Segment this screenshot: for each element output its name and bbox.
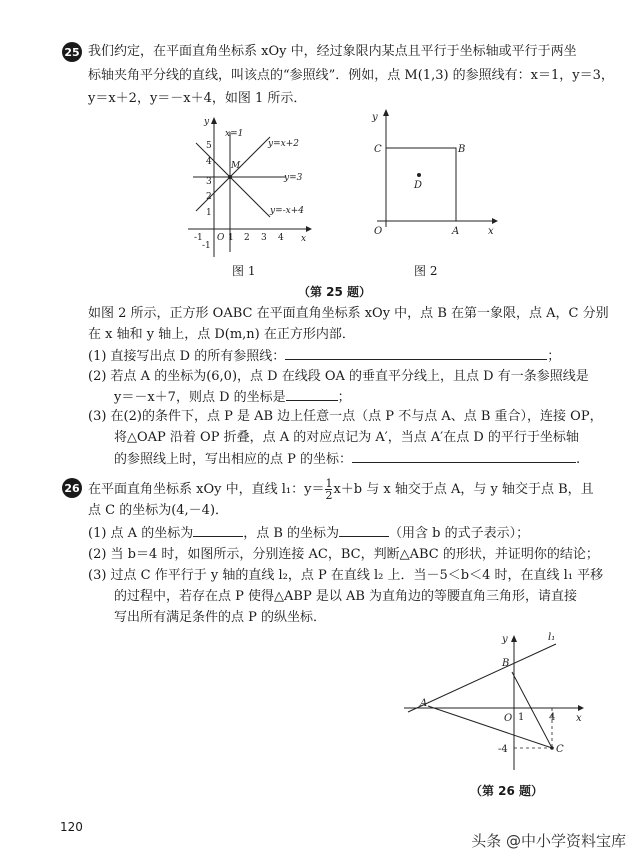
fig1-xtick-2: 2 bbox=[244, 233, 250, 243]
fig2-x-arrow bbox=[492, 218, 498, 224]
q25-sub-3c bbox=[114, 450, 580, 469]
fig2-x-label: x bbox=[488, 226, 494, 237]
figure-2 bbox=[362, 102, 502, 252]
q25-sub3c-text: 的参照线上时，写出相应的点 P 的坐标： bbox=[114, 452, 353, 467]
q26-sub1-blank-B[interactable] bbox=[339, 524, 389, 537]
fig1-ytick-neg1: -1 bbox=[202, 241, 211, 251]
q26-sub1c: （用含 b 的式子表示）； bbox=[389, 526, 530, 541]
fig1-xtick-3: 3 bbox=[261, 233, 267, 243]
fig2-O-label: O bbox=[374, 226, 383, 237]
figure-q26 bbox=[400, 628, 590, 778]
q26-tick-4: 4 bbox=[549, 712, 556, 723]
fig1-xtick-1: 1 bbox=[228, 233, 234, 243]
q25-sub1-blank[interactable] bbox=[285, 347, 547, 360]
fig1-xtick-neg1: -1 bbox=[194, 233, 203, 243]
q25-sub2b-text: y＝－x＋7，则点 D 的坐标是 bbox=[114, 390, 286, 405]
q26-point-C bbox=[550, 746, 554, 750]
fig2-point-D bbox=[417, 173, 421, 177]
fig2-D-label: D bbox=[414, 180, 423, 191]
fig1-y-label: y bbox=[204, 117, 210, 127]
fig1-ytick-3: 3 bbox=[206, 177, 212, 187]
question-25-badge: 25 bbox=[62, 42, 82, 62]
fig1-ynx4-label: y=-x+4 bbox=[270, 206, 305, 216]
q26-sub1a: (1) 点 A 的坐标为 bbox=[88, 526, 194, 541]
q26-C-label: C bbox=[556, 744, 564, 755]
fig1-y-arrow bbox=[211, 117, 217, 124]
q26-x-label: x bbox=[576, 713, 582, 724]
q26-sub1-blank-A[interactable] bbox=[193, 524, 243, 537]
q25-sub-2a: (2) 若点 A 的坐标为(6,0)，点 D 在线段 OA 的垂直平分线上，且点 D 有一条参照线是 bbox=[88, 369, 589, 384]
q25-sub3c-end: . bbox=[576, 452, 581, 467]
q25-para-1: 如图 2 所示，正方形 OABC 在平面直角坐标系 xOy 中，点 B 在第一象限，点 A，C 分别 bbox=[88, 306, 609, 321]
q26-sub1b: ，点 B 的坐标为 bbox=[243, 526, 340, 541]
fig2-C-label: C bbox=[374, 144, 382, 155]
q25-sub-2b bbox=[114, 388, 351, 407]
q26-y-arrow bbox=[511, 635, 517, 642]
q25-sub-1 bbox=[88, 347, 560, 366]
fig2-y-arrow bbox=[383, 109, 389, 116]
fig1-ytick-2: 2 bbox=[206, 192, 212, 202]
q25-sub-3a: (3) 在(2)的条件下，点 P 是 AB 边上任意一点（点 P 不与点 A、点 B 重合），连接 OP， bbox=[88, 409, 603, 424]
q26-O-label: O bbox=[504, 713, 513, 724]
fig1-x-arrow bbox=[306, 226, 312, 232]
q26-line-l1 bbox=[408, 644, 556, 712]
q26-line-1 bbox=[88, 478, 594, 501]
fig1-M-label: M bbox=[231, 161, 241, 171]
fig1-point-M bbox=[228, 175, 232, 179]
q26-sub-2: (2) 当 b＝4 时，如图所示，分别连接 AC，BC，判断△ABC 的形状，并证明你的结论； bbox=[88, 547, 599, 562]
q26-line1b: x＋b 与 x 轴交于点 A，与 y 轴交于点 B，且 bbox=[333, 482, 594, 497]
q25-sub2b-end: ； bbox=[337, 390, 351, 405]
q26-sub-3c: 写出所有满足条件的点 P 的纵坐标． bbox=[114, 610, 327, 625]
q26-tick-1: 1 bbox=[518, 712, 525, 723]
q25-sub2-blank[interactable] bbox=[286, 388, 338, 401]
q25-line-2: 标轴夹角平分线的直线，叫该点的“参照线”．例如，点 M(1,3) 的参照线有：x＝1，y＝3， bbox=[88, 68, 614, 83]
q26-y-label: y bbox=[502, 634, 508, 645]
q26-line-2: 点 C 的坐标为(4,－4)． bbox=[88, 503, 229, 518]
q26-A-label: A bbox=[420, 698, 428, 709]
fig1-y3-label: y=3 bbox=[284, 173, 303, 183]
fig1-yx2-label: y=x+2 bbox=[268, 139, 299, 149]
q26-x-arrow bbox=[578, 705, 584, 711]
watermark: 头条 @中小学资料宝库 bbox=[471, 832, 626, 850]
fig1-ytick-4: 4 bbox=[206, 157, 212, 167]
q26-l1-label: l₁ bbox=[548, 632, 556, 643]
q26-line1a: 在平面直角坐标系 xOy 中，直线 l₁：y＝ bbox=[88, 482, 325, 497]
question-26-badge: 26 bbox=[62, 478, 82, 498]
q25-para-2: 在 x 轴和 y 轴上，点 D(m,n) 在正方形内部． bbox=[88, 327, 355, 342]
q25-sub1-end: ； bbox=[547, 349, 561, 364]
fig2-y-label: y bbox=[372, 112, 378, 123]
frac-numerator: 1 bbox=[325, 477, 333, 490]
fig1-x-label: x bbox=[301, 234, 307, 244]
fig1-xtick-4: 4 bbox=[278, 233, 284, 243]
q25-sub3-blank[interactable] bbox=[352, 450, 576, 463]
frac-denominator: 2 bbox=[325, 489, 333, 502]
q26-sub-3b: 的过程中，若存在点 P 使得△ABP 是以 AB 为直角边的等腰直角三角形，请直接 bbox=[114, 589, 578, 604]
q25-figure-title: （第 25 题） bbox=[298, 285, 372, 299]
page-number: 120 bbox=[60, 820, 83, 834]
fig1-origin: O bbox=[217, 233, 225, 243]
fig2-B-label: B bbox=[458, 144, 466, 155]
q26-B-label: B bbox=[502, 658, 510, 669]
fig1-ytick-5: 5 bbox=[206, 141, 212, 151]
q26-sub-3a: (3) 过点 C 作平行于 y 轴的直线 l₂，点 P 在直线 l₂ 上．当－5＜b＜4 时，在直线 l₁ 平移 bbox=[88, 568, 604, 583]
q26-figure-title: （第 26 题） bbox=[470, 784, 544, 798]
q26-fraction bbox=[325, 478, 332, 501]
q25-line-1: 我们约定，在平面直角坐标系 xOy 中，经过象限内某点且平行于坐标轴或平行于两坐 bbox=[88, 44, 577, 59]
fig1-ytick-1: 1 bbox=[206, 208, 212, 218]
fig2-caption: 图 2 bbox=[414, 264, 438, 278]
fig1-caption: 图 1 bbox=[232, 264, 256, 278]
q25-line-3: y＝x＋2，y＝－x＋4，如图 1 所示． bbox=[88, 91, 307, 106]
q25-sub-3b: 将△OAP 沿着 OP 折叠，点 A 的对应点记为 A′，当点 A′在点 D 的平行于坐标轴 bbox=[114, 430, 579, 445]
fig1-x1-label: x=1 bbox=[225, 129, 244, 139]
q25-sub1-text: (1) 直接写出点 D 的所有参照线： bbox=[88, 349, 286, 364]
q26-sub-1 bbox=[88, 524, 529, 543]
q26-tick-neg4: -4 bbox=[498, 744, 508, 755]
figure-1 bbox=[188, 112, 318, 262]
fig2-A-label: A bbox=[452, 226, 460, 237]
